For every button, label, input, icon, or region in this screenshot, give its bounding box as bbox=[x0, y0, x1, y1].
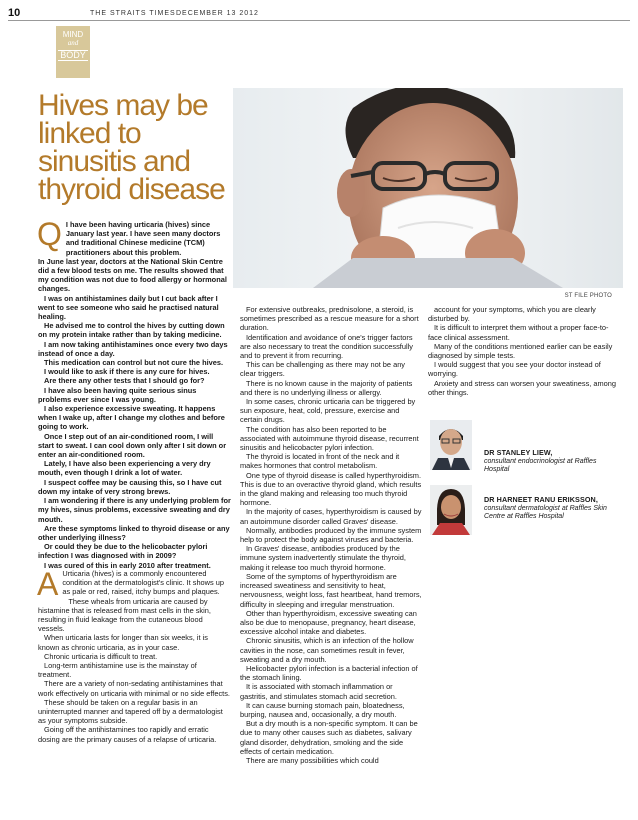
answer-paragraph: It is difficult to interpret them without a proper face-to-face clinical assessment. bbox=[428, 323, 609, 342]
answer-paragraph: Chronic urticaria is difficult to treat. bbox=[44, 651, 158, 661]
doctor-card-2 bbox=[428, 485, 620, 547]
question-paragraphs bbox=[38, 257, 231, 570]
question-paragraph: Are there any other tests that I should go for? bbox=[44, 376, 205, 386]
answer-paragraph: One type of thyroid disease is called hyperthyroidism. This is due to an overactive thyroid gland, which results in the gland making and releasing too much thyroid hormone. bbox=[240, 470, 422, 508]
answer-paragraph: account for your symptoms, which you are clearly disturbed by. bbox=[428, 305, 596, 324]
doctor-1-title: consultant endocrinologist at Raffles Hospital bbox=[484, 458, 597, 474]
answer-paragraph: There are many possibilities which could bbox=[246, 755, 379, 765]
answer-paragraph: There are a variety of non-sedating antihistamines that work effectively on urticaria with minimal or no side effects. bbox=[38, 679, 230, 698]
answer-paragraph: In some cases, chronic urticaria can be triggered by sun exposure, heat, cold, pressure, exercise and certain drugs. bbox=[240, 397, 416, 425]
page-header bbox=[8, 8, 630, 24]
question-paragraph: Once I step out of an air-conditioned room, I will start to sweat. I can cool down only after I sit down or enter an air-conditioned room. bbox=[38, 431, 227, 460]
answer-paragraph: The thyroid is located in front of the neck and it makes hormones that control metabolism. bbox=[240, 452, 400, 471]
answer-column-3 bbox=[428, 305, 618, 397]
photo-credit: ST FILE PHOTO bbox=[564, 293, 612, 299]
question-drop-cap: Q bbox=[37, 216, 62, 252]
answer-paragraph: For extensive outbreaks, prednisolone, a steroid, is sometimes prescribed as a rescue measure for a short duration. bbox=[240, 305, 419, 333]
answer-paragraph: It is associated with stomach inflammation or gastritis, and stimulates stomach acid secretion. bbox=[240, 682, 397, 701]
doctor-1-name: DR STANLEY LIEW, bbox=[484, 448, 553, 457]
answer-paragraph: But a dry mouth is a non-specific symptom. It can be due to many other causes such as diabetes, salivary gland disorder, dehydration, smoking and the side effects of certain medication. bbox=[240, 719, 418, 756]
answer-paragraph: In Graves' disease, antibodies produced by the immune system inadvertently stimulate the thyroid, making it release too much thyroid hormone. bbox=[240, 544, 406, 572]
question-first-paragraph: I have been having urticaria (hives) since January last year. I have seen many doctors and traditional Chinese medicine (TCM) practitioners about this problem. bbox=[65, 220, 221, 257]
answer-paragraph: Some of the symptoms of hyperthyroidism are increased sweatiness and sensitivity to heat, nervousness, weight loss, fast heartbeat, hand tremors, difficulty in sleeping and irregular menstruation. bbox=[240, 571, 422, 609]
answer-paragraph: Many of the conditions mentioned earlier can be easily diagnosed by simple tests. bbox=[428, 341, 613, 361]
page-number: 10 bbox=[8, 7, 21, 19]
publication-name: THE STRAITS TIMES bbox=[90, 10, 176, 17]
answer-paragraph: It can cause burning stomach pain, bloatedness, burping, nausea and, occasionally, a dry mouth. bbox=[240, 700, 405, 719]
answer-drop-cap: A bbox=[37, 566, 59, 602]
answer-paragraph: The condition has also been reported to be associated with autoimmune thyroid disease, recurrent sinusitis and helicobacter pylori infection. bbox=[240, 424, 419, 453]
question-paragraph: I was cured of this in early 2010 after treatment. bbox=[44, 560, 211, 570]
answer-paragraph: Chronic sinusitis, which is an infection of the hollow cavities in the nose, can sometimes result in fever, sweating and a dry mouth. bbox=[240, 636, 414, 664]
answer-paragraph: Normally, antibodies produced by the immune system help to protect the body against viruses and bacteria. bbox=[240, 525, 422, 545]
answer-column-2 bbox=[240, 305, 422, 765]
question-column bbox=[37, 216, 231, 570]
question-paragraph: I am now taking antihistamines once every two days instead of once a day. bbox=[38, 339, 228, 358]
logo-line-body: BODY bbox=[58, 50, 88, 61]
doctor-2-name: DR HARNEET RANU ERIKSSON, bbox=[484, 495, 598, 504]
doctor-2-title: consultant dermatologist at Raffles Skin Centre at Raffles Hospital bbox=[484, 505, 607, 521]
doctor-card-1 bbox=[428, 420, 620, 482]
headline: Hives may be linked to sinusitis and thyroid disease bbox=[38, 89, 225, 206]
answer-paragraph: Anxiety and stress can worsen your sweatiness, among other things. bbox=[428, 378, 616, 397]
section-logo bbox=[56, 26, 90, 78]
man-sneezing-photo bbox=[233, 88, 623, 288]
question-paragraph: Or could they be due to the helicobacter pylori infection I was diagnosed with in 2009? bbox=[38, 542, 208, 561]
answer-paragraph: Long-term antihistamine use is the mainstay of treatment. bbox=[38, 661, 197, 680]
answer-paragraph: When urticaria lasts for longer than six weeks, it is known as chronic urticaria, as in your case. bbox=[38, 633, 208, 652]
answer-paragraph: These wheals from urticaria are caused by histamine that is released from mast cells in the skin, resulting in fluid leakage from the cutaneous blood vessels. bbox=[38, 596, 211, 634]
question-paragraph: I have also been having quite serious sinus problems ever since I was young. bbox=[38, 385, 197, 404]
doctor-portrait-male bbox=[430, 420, 472, 470]
question-paragraph: He advised me to control the hives by cutting down on my protein intake rather than by taking medicine. bbox=[38, 321, 225, 340]
answer-paragraph: In the majority of cases, hyperthyroidism is caused by an autoimmune disorder called Graves' disease. bbox=[240, 507, 422, 526]
answer-col1-paragraphs bbox=[38, 597, 231, 744]
header-rule bbox=[8, 20, 630, 21]
answer-paragraph: I would suggest that you see your doctor instead of worrying. bbox=[428, 360, 601, 379]
answer-first-paragraph: Urticaria (hives) is a commonly encountered condition at the dermatologist's clinic. It shows up as pale or red, raised, itchy bumps and plaques. bbox=[62, 569, 224, 597]
question-paragraph: I suspect coffee may be causing this, so I have cut down my intake of very strong brews. bbox=[38, 477, 222, 496]
question-paragraph: I was on antihistamines daily but I cut back after I went to see someone who said he practised natural healing. bbox=[38, 293, 219, 322]
question-paragraph: In June last year, doctors at the National Skin Centre did a few blood tests on me. The results showed that my condition was not due to food allergy or hormonal changes. bbox=[38, 256, 227, 294]
answer-paragraph: These should be taken on a regular basis in an uninterrupted manner and tapered off by a dermatologist as your symptoms subside. bbox=[38, 697, 223, 726]
question-paragraph: I also experience excessive sweating. It happens when I wake up, after I change my clothes and before going to work. bbox=[38, 404, 225, 432]
question-paragraph: Lately, I have also been experiencing a very dry mouth, even though I drink a lot of water. bbox=[38, 459, 211, 478]
issue-date: DECEMBER 13 2012 bbox=[176, 10, 259, 17]
question-paragraph: I am wondering if there is any underlying problem for my hives, sinus problems, excessive sweating and dry mouth. bbox=[38, 496, 231, 524]
logo-line-mind: MIND bbox=[62, 30, 84, 39]
answer-paragraph: Helicobacter pylori infection is a bacterial infection of the stomach lining. bbox=[240, 663, 418, 683]
answer-paragraph: There is no known cause in the majority of patients and there is no underlying illness or allergy. bbox=[240, 378, 413, 397]
logo-line-and: and bbox=[67, 39, 79, 48]
doctor-portrait-female bbox=[430, 485, 472, 535]
answer-paragraph: Going off the antihistamines too rapidly and erratic dosing are the primary causes of a relapse of urticaria. bbox=[38, 725, 217, 744]
answer-paragraph: This can be challenging as there may not be any clear triggers. bbox=[240, 360, 405, 379]
question-paragraph: Are these symptoms linked to thyroid disease or any other underlying illness? bbox=[38, 523, 230, 542]
question-paragraph: This medication can control but not cure the hives. bbox=[44, 358, 224, 368]
answer-paragraph: Identification and avoidance of one's trigger factors are also necessary to treat the condition successfully and to prevent it from recurring. bbox=[240, 332, 413, 361]
answer-column-1 bbox=[37, 566, 231, 744]
answer-paragraph: Other than hyperthyroidism, excessive sweating can also be due to menopause, pregnancy, heart disease, excessive alcohol intake and diabetes. bbox=[240, 608, 417, 637]
question-paragraph: I would like to ask if there is any cure for hives. bbox=[44, 367, 210, 377]
